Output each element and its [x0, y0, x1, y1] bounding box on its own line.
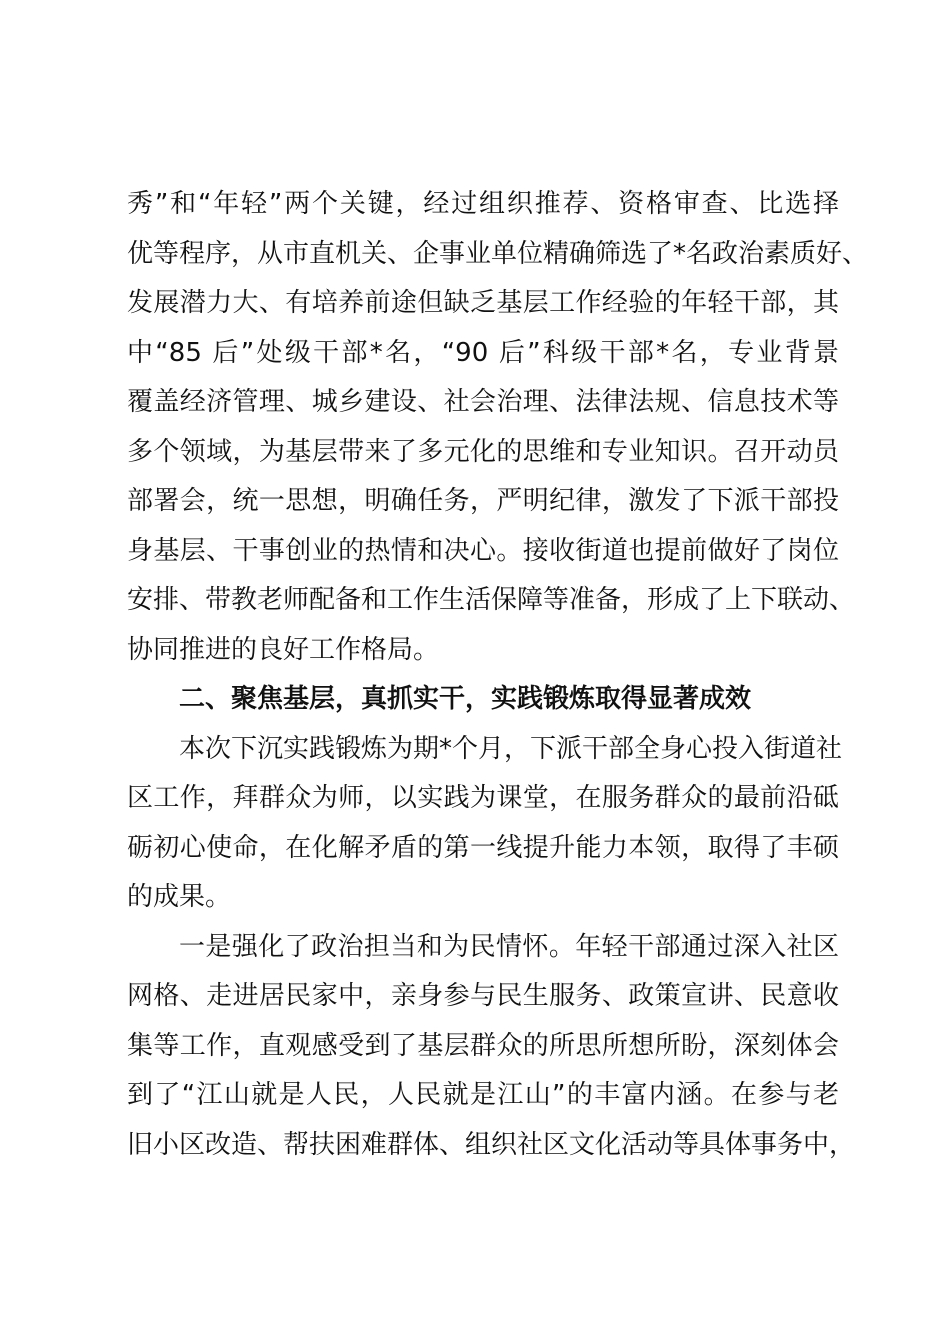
text-line: 旧小区改造、帮扶困难群体、组织社区文化活动等具体事务中，	[127, 1129, 856, 1160]
text-line: 砺初心使命，在化解矛盾的第一线提升能力本领，取得了丰硕	[127, 832, 839, 863]
text-line: 覆盖经济管理、城乡建设、社会治理、法律法规、信息技术等	[127, 387, 839, 417]
text-line: 区工作，拜群众为师，以实践为课堂，在服务群众的最前沿砥	[127, 783, 839, 813]
text-line: 发展潜力大、有培养前途但缺乏基层工作经验的年轻干部，其	[127, 288, 839, 318]
text-line: 部署会，统一思想，明确任务，严明纪律，激发了下派干部投	[127, 486, 839, 516]
text-line: 本次下沉实践锻炼为期*个月，下派干部全身心投入街道社	[179, 733, 843, 764]
text-line: 安排、带教老师配备和工作生活保障等准备，形成了上下联动、	[127, 585, 856, 615]
text-line: 一是强化了政治担当和为民情怀。年轻干部通过深入社区	[179, 931, 839, 962]
text-line: 身基层、干事创业的热情和决心。接收街道也提前做好了岗位	[127, 535, 839, 566]
text-line: 的成果。	[127, 882, 232, 912]
text-line: 集等工作，直观感受到了基层群众的所思所想所盼，深刻体会	[127, 1030, 839, 1061]
text-line: 中“85 后”处级干部*名，“90 后”科级干部*名，专业背景	[127, 337, 839, 368]
text-line: 多个领域，为基层带来了多元化的思维和专业知识。召开动员	[127, 436, 839, 467]
document-body	[127, 180, 869, 1170]
text-line: 网格、走进居民家中，亲身参与民生服务、政策宣讲、民意收	[127, 981, 839, 1011]
text-line: 到了“江山就是人民，人民就是江山”的丰富内涵。在参与老	[127, 1080, 839, 1110]
section-heading: 二、聚焦基层，真抓实干，实践锻炼取得显著成效	[179, 684, 752, 714]
text-line: 协同推进的良好工作格局。	[127, 634, 440, 665]
text-line: 秀”和“年轻”两个关键，经过组织推荐、资格审查、比选择	[127, 189, 839, 219]
text-line: 优等程序，从市直机关、企事业单位精确筛选了*名政治素质好、	[127, 238, 869, 269]
